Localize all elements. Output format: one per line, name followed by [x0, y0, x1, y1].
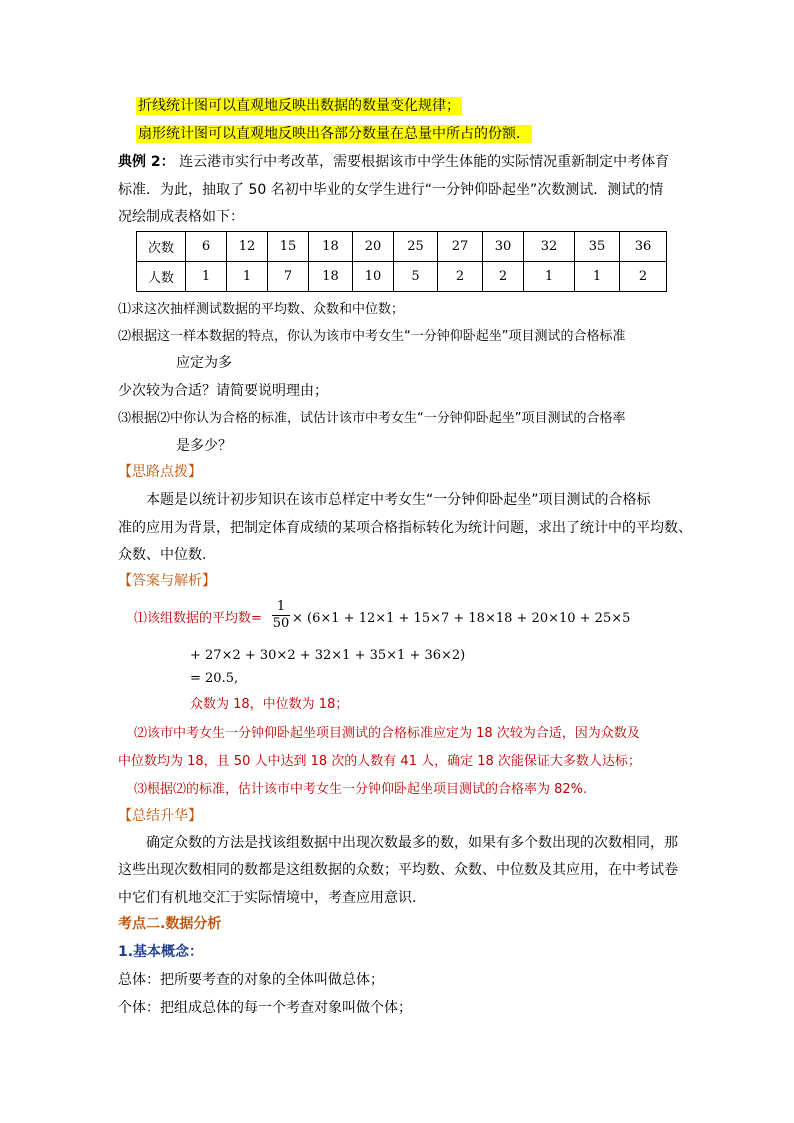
table-row [137, 232, 667, 262]
fraction-one-fiftieth: 1 50 [272, 599, 290, 631]
table-cell: 2 [438, 262, 483, 292]
hint-line-2: 准的应用为背景，把制定体育成绩的某项合格指标转化为统计问题，求出了统计中的平均数、 [118, 520, 692, 536]
answer-1-mode-median: 众数为 18，中位数为 18； [190, 697, 349, 712]
table-row [137, 262, 667, 292]
table-header-cell: 次数 [137, 232, 186, 262]
table-cell: 5 [394, 262, 438, 292]
table-cell: 12 [227, 232, 268, 262]
hint-line-3: 众数、中位数. [118, 547, 207, 563]
summary-line-3: 中它们有机地交汇于实际情境中，考查应用意识． [118, 890, 426, 906]
highlight-line-2: 扇形统计图可以直观地反映出各部分数量在总量中所占的份额． [138, 126, 530, 142]
hint-section-title: 【思路点拨】 [118, 464, 202, 480]
summary-line-2: 这些出现次数相同的数都是这组数据的众数；平均数、众数、中位数及其应用，在中考试卷 [118, 862, 678, 878]
example-intro-line-3: 况绘制成表格如下： [118, 209, 244, 225]
kaodian-title: 考点二.数据分析 [118, 916, 222, 932]
table-cell: 20 [353, 232, 394, 262]
summary-section-title: 【总结升华】 [118, 808, 202, 824]
table-cell: 2 [620, 262, 667, 292]
table-cell: 1 [186, 262, 227, 292]
answer-1-expression-1: × (6×1 + 12×1 + 15×7 + 18×18 + 20×10 + 25×5 [292, 611, 631, 626]
answer-2-line-1: ⑵该市中考女生一分钟仰卧起坐项目测试的合格标准应定为 18 次较为合适，因为众数及 [134, 726, 640, 741]
answer-1-prefix: ⑴该组数据的平均数= [134, 611, 262, 626]
question-3-line-1: ⑶根据⑵中你认为合格的标准，试估计该市中考女生“一分钟仰卧起坐”项目测试的合格率 [118, 411, 626, 426]
question-2-line-2: 应定为多 [176, 355, 232, 371]
table-cell: 1 [227, 262, 268, 292]
summary-line-1: 确定众数的方法是找该组数据中出现次数最多的数，如果有多个数出现的次数相同，那 [146, 835, 678, 851]
definition-population: 总体：把所要考查的对象的全体叫做总体； [118, 972, 384, 988]
highlight-line-1: 折线统计图可以直观地反映出数据的数量变化规律； [138, 98, 460, 114]
table-header-cell: 人数 [137, 262, 186, 292]
answer-1-expression-3: = 20.5, [190, 671, 239, 686]
table-cell: 6 [186, 232, 227, 262]
question-3-line-2: 是多少？ [176, 438, 232, 454]
table-cell: 18 [309, 262, 353, 292]
question-1: ⑴求这次抽样测试数据的平均数、众数和中位数； [118, 302, 405, 317]
data-table [136, 231, 667, 292]
question-2-line-1: ⑵根据这一样本数据的特点，你认为该市中考女生“一分钟仰卧起坐”项目测试的合格标准 [118, 329, 626, 344]
table-cell: 1 [524, 262, 575, 292]
table-cell: 7 [268, 262, 309, 292]
definition-individual: 个体：把组成总体的每一个考查对象叫做个体； [118, 1000, 412, 1016]
table-cell: 1 [575, 262, 620, 292]
table-cell: 18 [309, 232, 353, 262]
example-intro-line-2: 标准．为此，抽取了 50 名初中毕业的女学生进行“一分钟仰卧起坐”次数测试．测试的情 [118, 182, 664, 198]
table-cell: 15 [268, 232, 309, 262]
table-cell: 32 [524, 232, 575, 262]
answer-3: ⑶根据⑵的标准，估计该市中考女生一分钟仰卧起坐项目测试的合格率为 82%. [134, 782, 588, 797]
hint-line-1: 本题是以统计初步知识在该市总样定中考女生“一分钟仰卧起坐”项目测试的合格标 [146, 492, 651, 508]
table-cell: 36 [620, 232, 667, 262]
kaodian-subtitle: 1.基本概念： [118, 944, 204, 960]
table-cell: 30 [483, 232, 524, 262]
question-2-line-3: 少次较为合适？请简要说明理由； [118, 383, 328, 399]
answer-1-expression-2: + 27×2 + 30×2 + 32×1 + 35×1 + 36×2) [190, 648, 466, 663]
example-label: 典例 2： [118, 154, 175, 170]
table-cell: 25 [394, 232, 438, 262]
example-intro-line-1: 典例 2： 连云港市实行中考改革，需要根据该市中学生体能的实际情况重新制定中考体育 [118, 154, 670, 170]
table-cell: 27 [438, 232, 483, 262]
table-cell: 35 [575, 232, 620, 262]
table-cell: 10 [353, 262, 394, 292]
table-cell: 2 [483, 262, 524, 292]
answer-2-line-2: 中位数均为 18，且 50 人中达到 18 次的人数有 41 人，确定 18 次能保证大多数人达标； [118, 754, 641, 769]
answer-section-title: 【答案与解析】 [118, 573, 216, 589]
